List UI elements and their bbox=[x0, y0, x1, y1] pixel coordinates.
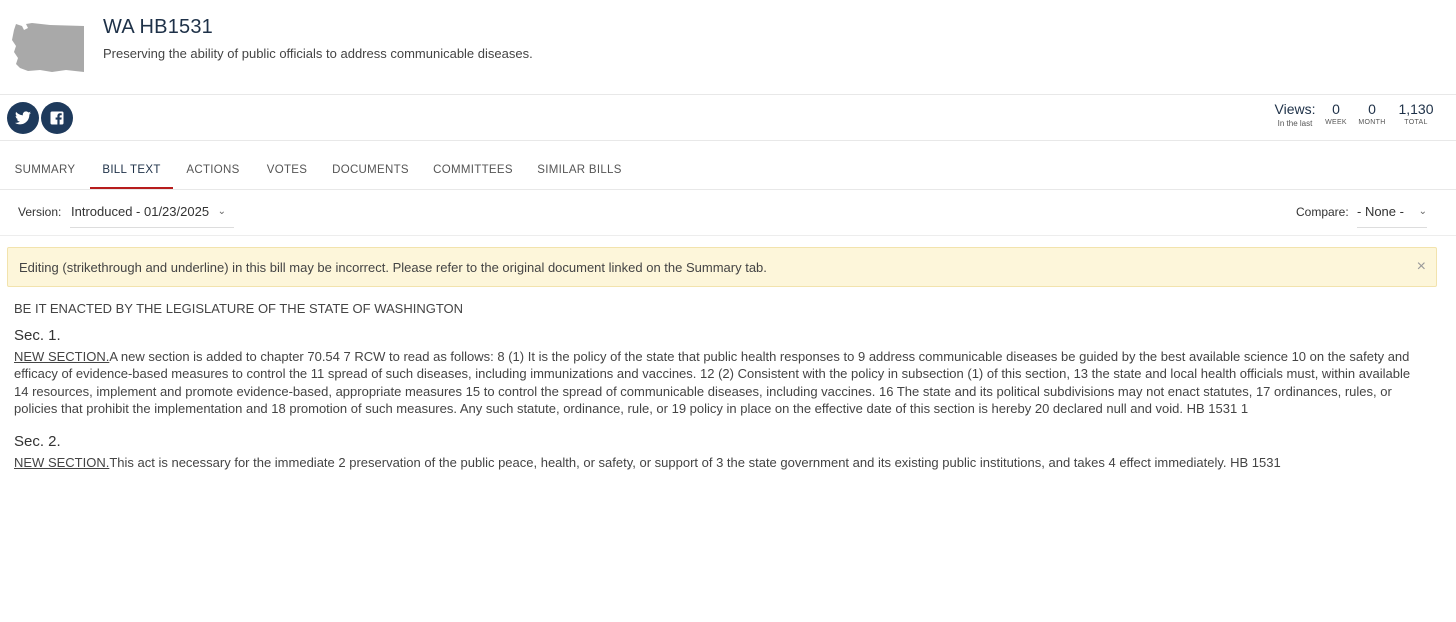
washington-state-icon bbox=[10, 20, 86, 74]
facebook-share-button[interactable] bbox=[41, 102, 73, 134]
version-toolbar bbox=[0, 191, 1456, 236]
bill-header bbox=[0, 0, 1456, 95]
section-text: A new section is added to chapter 70.54 7 RCW to read as follows: 8 (1) It is the policy of the state that public health responses to 9 address communicable diseases be guided by the best available science 10 on the safety and efficacy of evidence-based measures to control the 11 spread of such diseases, including immunizations and vaccines. 12 (2) Consistent with the policy in subsection (1) of this section, 13 the state and local health officials must, within available 14 resources, implement and promote evidence-based, appropriate measures 15 to control the spread of communicable diseases, including vaccines. 16 The state and its political subdivisions may not enact statutes, 17 ordinances, rules, or policies that prohibit the implementation and 18 promotion of such measures. Any such statute, ordinance, rule, or 19 policy in place on the effective date of this section is hereby 20 declared null and void. HB 1531 1 bbox=[14, 348, 1411, 417]
views-label-block bbox=[1272, 101, 1318, 128]
tab-committees[interactable]: COMMITTEES bbox=[433, 164, 513, 176]
views-total-value: 1,130 bbox=[1398, 101, 1434, 117]
tab-documents[interactable]: DOCUMENTS bbox=[332, 164, 409, 176]
bill-text-content bbox=[14, 300, 1428, 486]
tab-bill-text[interactable]: BILL TEXT bbox=[90, 152, 173, 189]
section-body bbox=[14, 454, 1428, 472]
views-month-value: 0 bbox=[1368, 101, 1376, 117]
views-month bbox=[1356, 101, 1388, 126]
views-sublabel: In the last bbox=[1277, 119, 1313, 128]
compare-label: Compare: bbox=[1296, 205, 1349, 219]
share-and-views-bar bbox=[0, 96, 1456, 141]
views-month-caption: MONTH bbox=[1358, 119, 1386, 126]
enacting-clause: BE IT ENACTED BY THE LEGISLATURE OF THE STATE OF WASHINGTON bbox=[14, 301, 464, 316]
editing-warning-alert bbox=[7, 247, 1437, 287]
tab-summary[interactable]: SUMMARY bbox=[14, 164, 76, 176]
compare-selected-value: - None - bbox=[1357, 204, 1404, 219]
tab-votes[interactable]: VOTES bbox=[266, 164, 308, 176]
bill-title: WA HB1531 bbox=[103, 16, 214, 38]
twitter-share-button[interactable] bbox=[7, 102, 39, 134]
views-total-caption: TOTAL bbox=[1404, 119, 1428, 126]
compare-select[interactable] bbox=[1357, 198, 1427, 228]
facebook-icon bbox=[50, 111, 64, 125]
views-label: Views: bbox=[1274, 101, 1316, 117]
chevron-down-icon: ⌄ bbox=[217, 206, 226, 217]
views-week-caption: WEEK bbox=[1325, 119, 1347, 126]
tab-actions[interactable]: ACTIONS bbox=[186, 164, 240, 176]
version-select[interactable] bbox=[70, 198, 234, 228]
close-icon[interactable]: × bbox=[1416, 258, 1426, 275]
bill-description: Preserving the ability of public officials to address communicable diseases. bbox=[103, 46, 533, 61]
section-body bbox=[14, 348, 1428, 418]
bill-tabs bbox=[0, 152, 1456, 190]
views-total bbox=[1396, 101, 1436, 126]
version-selected-value: Introduced - 01/23/2025 bbox=[71, 204, 210, 219]
views-counter bbox=[1272, 101, 1442, 135]
version-label: Version: bbox=[18, 205, 62, 219]
tab-similar-bills[interactable]: SIMILAR BILLS bbox=[537, 164, 622, 176]
chevron-down-icon: ⌄ bbox=[1418, 206, 1427, 217]
views-week bbox=[1322, 101, 1350, 126]
new-section-label: NEW SECTION. bbox=[14, 348, 110, 364]
new-section-label: NEW SECTION. bbox=[14, 454, 110, 470]
views-week-value: 0 bbox=[1332, 101, 1340, 117]
section-heading: Sec. 1. bbox=[14, 326, 61, 344]
section-heading: Sec. 2. bbox=[14, 432, 61, 450]
alert-message: Editing (strikethrough and underline) in this bill may be incorrect. Please refer to the original document linked on the Summary tab. bbox=[19, 260, 767, 275]
section-text: This act is necessary for the immediate 2 preservation of the public peace, health, or safety, or support of 3 the state government and its existing public institutions, and takes 4 effect immediately. HB 1531 bbox=[109, 454, 1281, 470]
twitter-icon bbox=[15, 111, 31, 125]
